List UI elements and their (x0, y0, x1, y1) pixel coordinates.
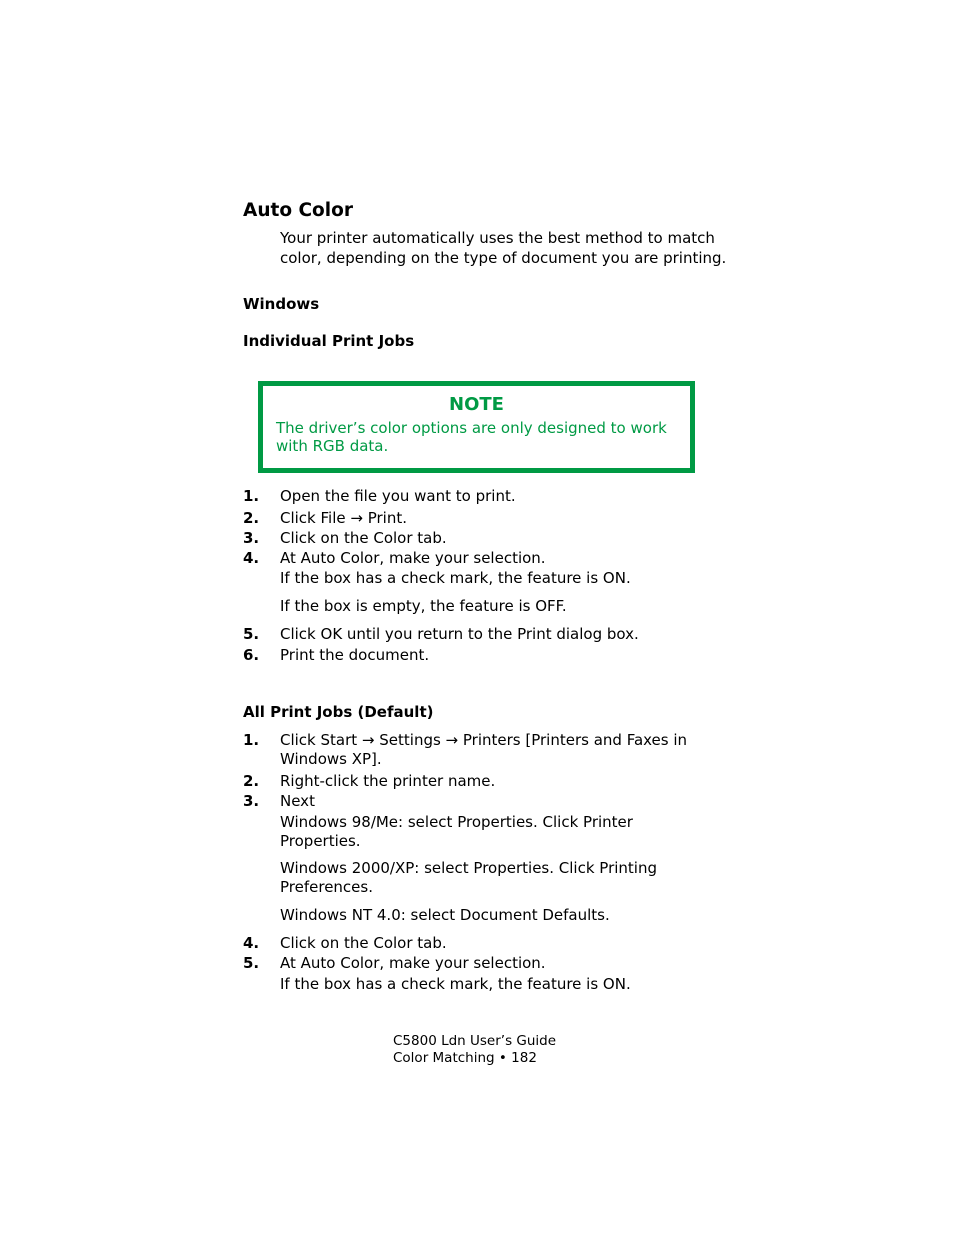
step-text: Click OK until you return to the Print dialog box. (280, 625, 639, 643)
step-text: Open the file you want to print. (280, 487, 516, 505)
step-text: Click File → Print. (280, 509, 407, 527)
step-text: Click Start → Settings → Printers [Printers and Faxes in Windows XP]. (280, 731, 688, 768)
step-number: 2. (243, 772, 260, 790)
step-subtext: Windows 98/Me: select Properties. Click Printer Properties. (280, 813, 633, 850)
note-text: The driver’s color options are only designed to work with RGB data. (276, 419, 667, 455)
step-number: 4. (243, 549, 260, 567)
step-text: Print the document. (280, 646, 430, 664)
note-title: NOTE (449, 394, 504, 415)
intro-paragraph: Your printer automatically uses the best method to match color, depending on the type of document you are printing. (280, 229, 727, 267)
step-number: 6. (243, 646, 260, 664)
step-text: Next (280, 792, 315, 810)
step-subtext: Windows NT 4.0: select Document Defaults. (280, 906, 610, 924)
step-number: 2. (243, 509, 260, 527)
step-number: 4. (243, 934, 260, 952)
individual-print-jobs-heading: Individual Print Jobs (243, 332, 415, 350)
footer-guide-title: C5800 Ldn User’s Guide (393, 1033, 557, 1049)
footer-section-page: Color Matching • 182 (393, 1050, 537, 1066)
step-subtext: If the box has a check mark, the feature is ON. (280, 569, 631, 587)
note-box (258, 381, 695, 473)
section-heading: Auto Color (243, 200, 353, 221)
step-text: Right-click the printer name. (280, 772, 496, 790)
step-number: 1. (243, 487, 260, 505)
windows-heading: Windows (243, 295, 320, 313)
step-number: 3. (243, 529, 260, 547)
step-number: 3. (243, 792, 260, 810)
all-print-jobs-heading: All Print Jobs (Default) (243, 703, 434, 721)
step-number: 5. (243, 954, 260, 972)
step-text: At Auto Color, make your selection. (280, 954, 546, 972)
step-subtext: If the box has a check mark, the feature is ON. (280, 975, 631, 993)
step-text: At Auto Color, make your selection. (280, 549, 546, 567)
step-number: 1. (243, 731, 260, 749)
step-subtext: If the box is empty, the feature is OFF. (280, 597, 567, 615)
step-number: 5. (243, 625, 260, 643)
step-text: Click on the Color tab. (280, 934, 447, 952)
step-text: Click on the Color tab. (280, 529, 447, 547)
step-subtext: Windows 2000/XP: select Properties. Click Printing Preferences. (280, 859, 657, 896)
